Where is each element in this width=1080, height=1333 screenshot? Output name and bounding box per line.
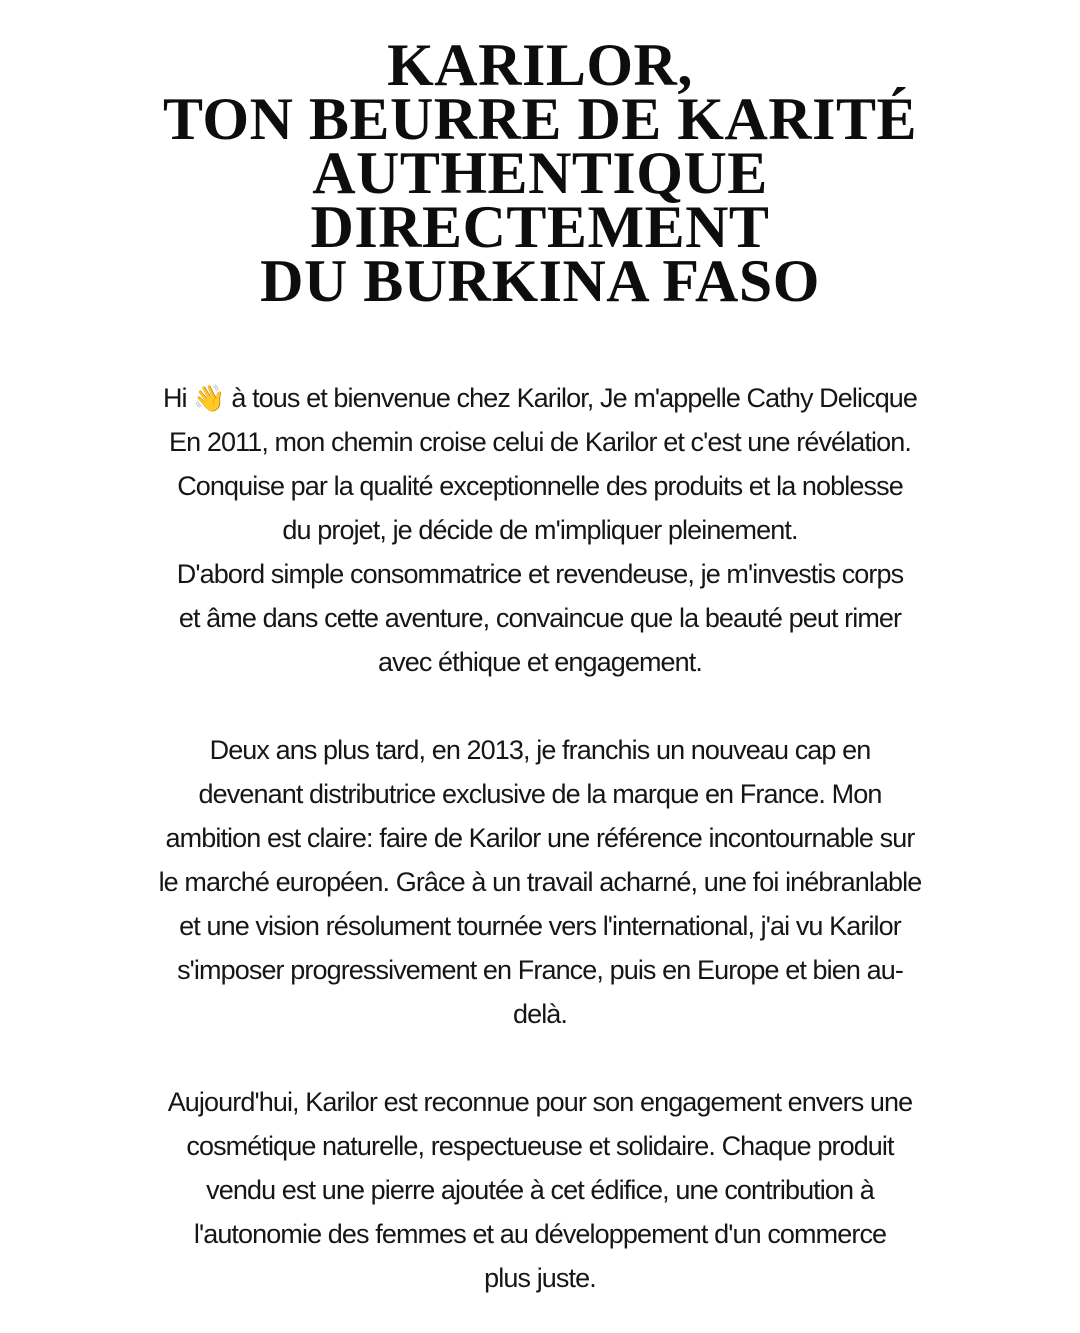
text-line: Conquise par la qualité exceptionnelle des produits et la noblesse: [177, 471, 903, 501]
text-line: plus juste.: [484, 1263, 596, 1293]
text-line: devenant distributrice exclusive de la marque en France. Mon: [198, 779, 882, 809]
text-line: cosmétique naturelle, respectueuse et solidaire. Chaque produit: [186, 1131, 894, 1161]
title-line: DIRECTEMENT: [310, 194, 770, 260]
title-line: DU BURKINA FASO: [260, 248, 820, 314]
text-line: delà.: [512, 999, 568, 1029]
title-line: KARILOR,: [387, 32, 693, 98]
text-line: Deux ans plus tard, en 2013, je franchis un nouveau cap en: [209, 735, 871, 765]
text-line: et une vision résolument tournée vers l'international, j'ai vu Karilor: [179, 911, 901, 941]
text-line: du projet, je décide de m'impliquer pleinement.: [282, 515, 798, 545]
text-line: Aujourd'hui, Karilor est reconnue pour son engagement envers une: [167, 1087, 913, 1117]
greeting-start: Hi: [162, 383, 194, 413]
text-line: D'abord simple consommatrice et revendeuse, je m'investis corps: [176, 559, 904, 589]
text-line: ambition est claire: faire de Karilor une référence incontournable sur: [165, 823, 915, 853]
greeting-line: [90, 376, 990, 420]
title-line: AUTHENTIQUE: [312, 140, 768, 206]
text-line: et âme dans cette aventure, convaincue que la beauté peut rimer: [178, 603, 902, 633]
text-line: s'imposer progressivement en France, puis en Europe et bien au-: [177, 955, 903, 985]
text-line: le marché européen. Grâce à un travail acharné, une foi inébranlable: [158, 867, 922, 897]
greeting-end: à tous et bienvenue chez Karilor, Je m'appelle Cathy Delicque: [224, 383, 918, 413]
text-line: l'autonomie des femmes et au développement d'un commerce: [193, 1219, 887, 1249]
today-paragraph: [90, 1080, 990, 1300]
title-line: TON BEURRE DE KARITÉ: [162, 86, 918, 152]
story-text: [90, 376, 990, 1300]
text-line: vendu est une pierre ajoutée à cet édifice, une contribution à: [206, 1175, 874, 1205]
waving-hand-icon: 👋: [193, 383, 225, 413]
text-line: En 2011, mon chemin croise celui de Karilor et c'est une révélation.: [169, 427, 911, 457]
intro-paragraph: [90, 376, 990, 684]
page-title: [40, 32, 1040, 314]
distribution-paragraph: [90, 728, 990, 1036]
text-line: avec éthique et engagement.: [378, 647, 702, 677]
